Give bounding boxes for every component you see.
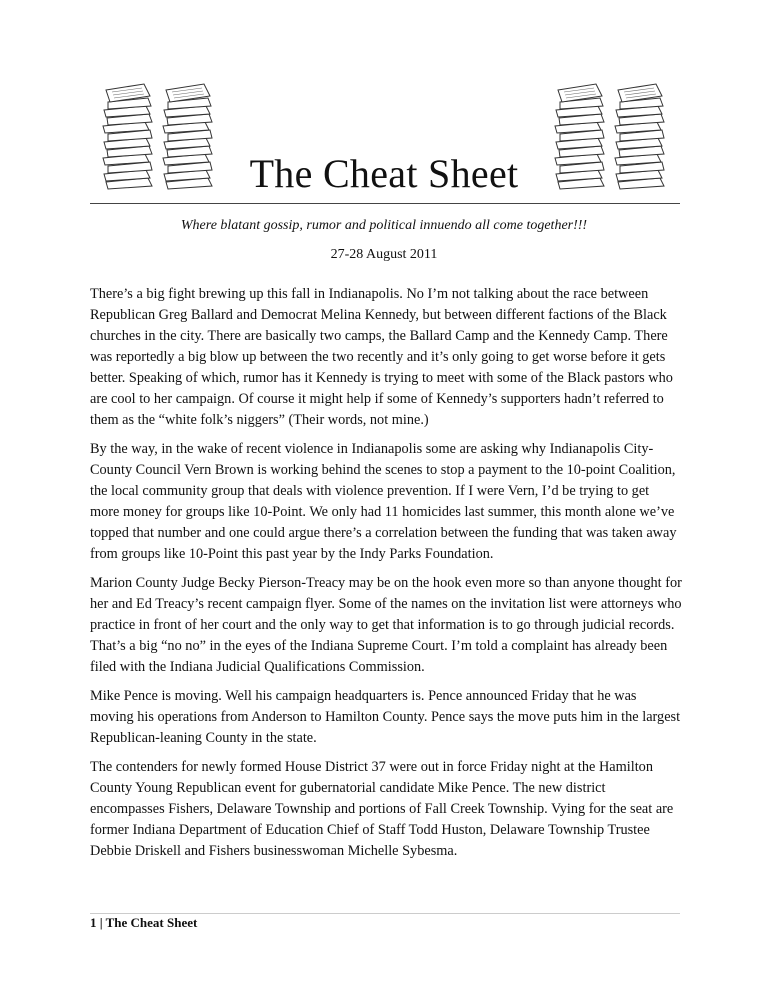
page-title: The Cheat Sheet: [249, 151, 519, 196]
article-body: [90, 284, 682, 870]
footer-divider: [90, 913, 680, 914]
paragraph: Marion County Judge Becky Pierson-Treacy may be on the hook even more so than anyone thought for her and Ed Treacy’s recent campaign flyer. Some of the names on the invitation list were attorneys who practice in front of her court and the only way to get that information is to go through judicial records. That’s a big “no no” in the eyes of the Indiana Supreme Court. I’m told a complaint has already been filed with the Indiana Judicial Qualifications Commission.: [90, 575, 682, 675]
tagline: Where blatant gossip, rumor and political innuendo all come together!!!: [180, 218, 588, 233]
paragraph: There’s a big fight brewing up this fall in Indianapolis. No I’m not talking about the race between Republican Greg Ballard and Democrat Melina Kennedy, but between different factions of the Black churches in the city. There are basically two camps, the Ballard Camp and the Kennedy Camp. There was reportedly a big blow up between the two recently and it’s only going to get worse before it gets better. Speaking of which, rumor has it Kennedy is trying to meet with some of the Black pastors who are cool to her campaign. Of course it might help if some of Kennedy’s supporters hadn’t referred to them as the “white folk’s niggers” (Their words, not mine.): [90, 286, 673, 428]
title-divider: [90, 203, 680, 204]
issue-date: 27-28 August 2011: [330, 247, 438, 262]
paragraph: The contenders for newly formed House District 37 were out in force Friday night at the Hamilton County Young Republican event for gubernatorial candidate Mike Pence. The new district encompasses Fishers, Delaware Township and portions of Fall Creek Township. Vying for the seat are former Indiana Department of Education Chief of Staff Todd Huston, Delaware Township Trustee Debbie Driskell and Fishers businesswoman Michelle Sybesma.: [90, 759, 674, 859]
paragraph: By the way, in the wake of recent violence in Indianapolis some are asking why Indianapolis City-County Council Vern Brown is working behind the scenes to stop a payment to the 10-point Coalition, the local community group that deals with violence prevention. If I were Vern, I’d be trying to get more money for groups like 10-Point. We only had 11 homicides last summer, this month alone we’ve topped that number and one could argue there’s a correlation between the funding that was taken away from groups like 10-Point this past year by the Indy Parks Foundation.: [90, 441, 677, 562]
page-footer: 1 | The Cheat Sheet: [90, 915, 198, 930]
paragraph: Mike Pence is moving. Well his campaign headquarters is. Pence announced Friday that he was moving his operations from Anderson to Hamilton County. Pence says the move puts him in the largest Republican-leaning County in the state.: [90, 688, 681, 746]
